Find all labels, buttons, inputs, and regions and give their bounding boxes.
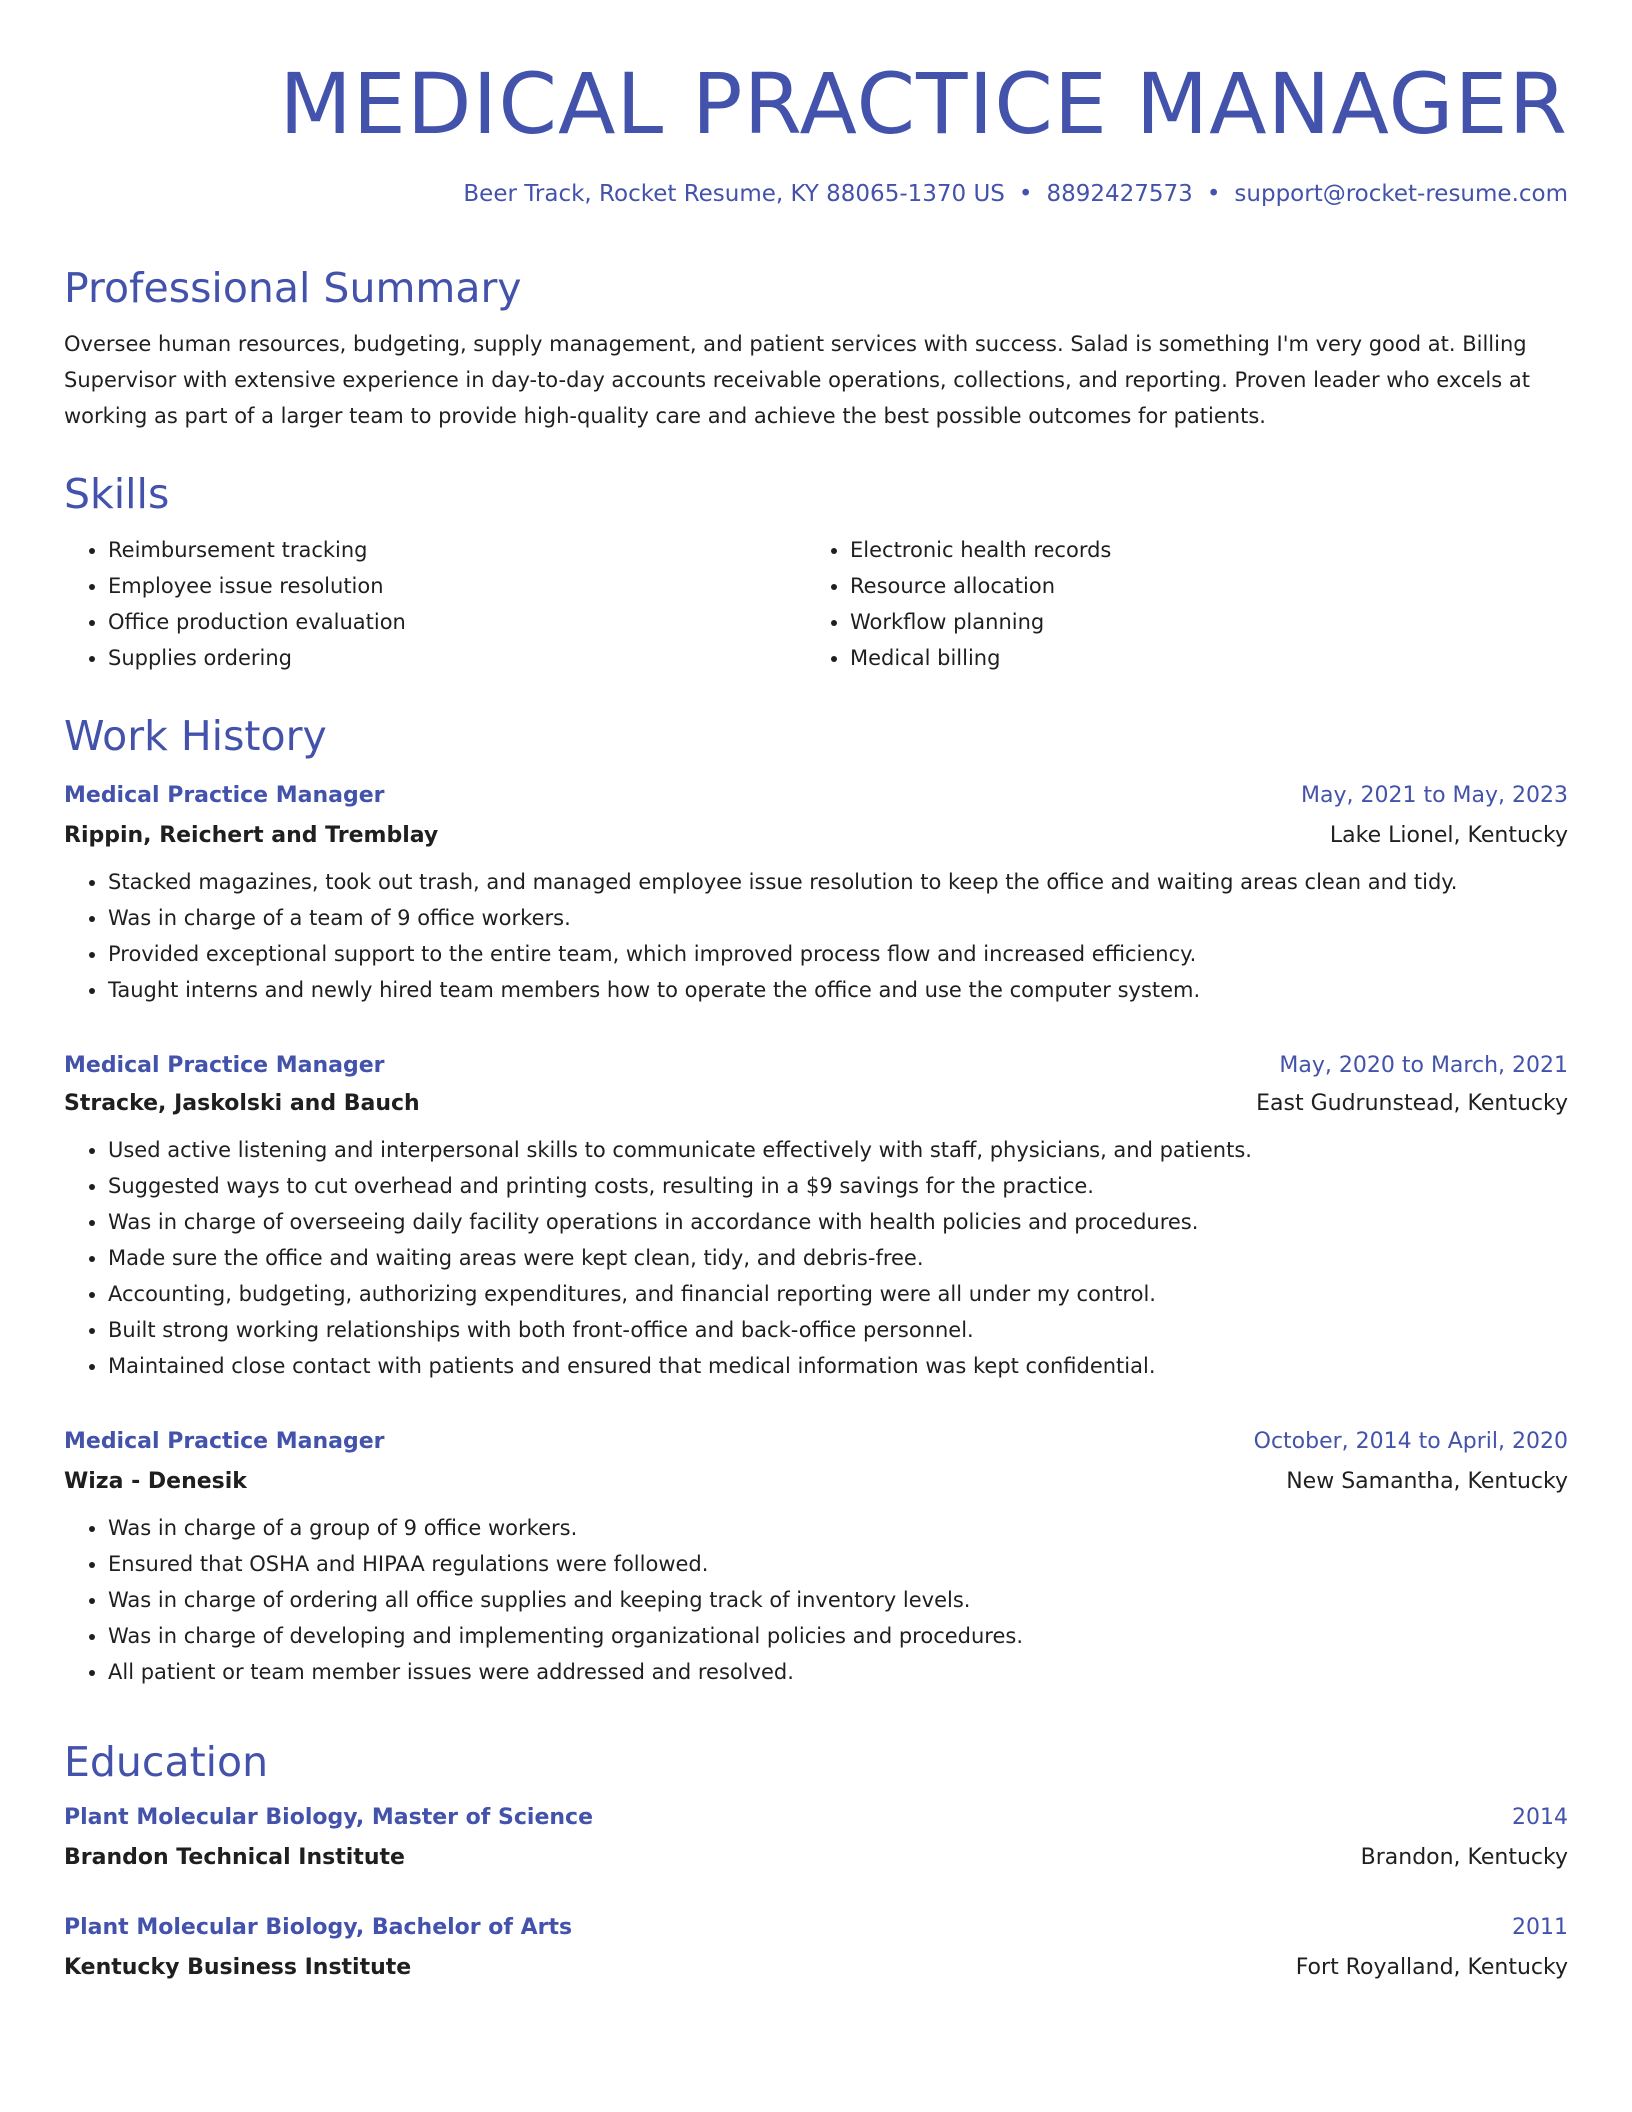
summary-section xyxy=(64,262,1568,434)
skills-section xyxy=(64,468,1568,676)
education-year: 2011 xyxy=(1512,1915,1568,1940)
job-bullet: • Provided exceptional support to the entire team, which improved process flow and increased efficiency. xyxy=(108,936,1568,972)
skills-left-list xyxy=(64,532,806,676)
skill-item: • Electronic health records xyxy=(850,532,1548,568)
work-title: Work History xyxy=(64,712,327,760)
job-bullet: • Was in charge of overseeing daily facility operations in accordance with health policies and procedures. xyxy=(108,1204,1568,1240)
education-degree: Plant Molecular Biology, Bachelor of Arts xyxy=(64,1915,573,1940)
contact-separator: • xyxy=(1206,181,1221,207)
job-bullet: • Was in charge of developing and implementing organizational policies and procedures. xyxy=(108,1618,1568,1654)
job-bullet: • Maintained close contact with patients and ensured that medical information was kept confidential. xyxy=(108,1348,1568,1384)
education-location: Brandon, Kentucky xyxy=(1360,1845,1568,1870)
job-role: Medical Practice Manager xyxy=(64,783,385,808)
skill-item: • Medical billing xyxy=(850,640,1548,676)
job-bullet: • Used active listening and interpersonal skills to communicate effectively with staff, physicians, and patients. xyxy=(108,1132,1568,1168)
job-entry xyxy=(64,1426,1568,1690)
job-bullet: • Was in charge of a group of 9 office workers. xyxy=(108,1510,1568,1546)
contact-address: Beer Track, Rocket Resume, KY 88065-1370 US xyxy=(463,181,1005,207)
job-entry xyxy=(64,1050,1568,1384)
job-bullets xyxy=(64,864,1568,1008)
job-location: Lake Lionel, Kentucky xyxy=(1329,823,1568,848)
skill-item: • Workflow planning xyxy=(850,604,1548,640)
skill-item: • Reimbursement tracking xyxy=(108,532,806,568)
skills-title: Skills xyxy=(64,470,170,518)
job-location: New Samantha, Kentucky xyxy=(1286,1469,1568,1494)
job-entry xyxy=(64,780,1568,1008)
job-bullet: • Ensured that OSHA and HIPAA regulations were followed. xyxy=(108,1546,1568,1582)
skill-item: • Supplies ordering xyxy=(108,640,806,676)
education-entry xyxy=(64,1912,1568,1984)
job-bullet: • Made sure the office and waiting areas were kept clean, tidy, and debris-free. xyxy=(108,1240,1568,1276)
contact-email: support@rocket-resume.com xyxy=(1234,181,1568,207)
contact-phone: 8892427573 xyxy=(1046,181,1193,207)
education-degree: Plant Molecular Biology, Master of Science xyxy=(64,1805,593,1830)
job-location: East Gudrunstead, Kentucky xyxy=(1256,1091,1568,1116)
job-bullet: • Stacked magazines, took out trash, and managed employee issue resolution to keep the office and waiting areas clean and tidy. xyxy=(108,864,1568,900)
job-company: Stracke, Jaskolski and Bauch xyxy=(64,1091,420,1116)
job-bullet: • Was in charge of a team of 9 office workers. xyxy=(108,900,1568,936)
job-dates: May, 2020 to March, 2021 xyxy=(1279,1053,1568,1078)
job-role: Medical Practice Manager xyxy=(64,1429,385,1454)
skills-columns xyxy=(64,532,1568,676)
work-section-title-block xyxy=(64,710,1568,762)
skill-item: • Resource allocation xyxy=(850,568,1548,604)
resume-page xyxy=(64,0,1568,210)
job-dates: October, 2014 to April, 2020 xyxy=(1253,1429,1568,1454)
job-bullet: • All patient or team member issues were addressed and resolved. xyxy=(108,1654,1568,1690)
job-bullet: • Accounting, budgeting, authorizing expenditures, and financial reporting were all under my control. xyxy=(108,1276,1568,1312)
contact-separator: • xyxy=(1018,181,1033,207)
resume-name: MEDICAL PRACTICE MANAGER xyxy=(279,55,1568,153)
summary-text: Oversee human resources, budgeting, supply management, and patient services with success. Salad is something I'm very good at. Billing Supervisor with extensive experience in day-to-day accounts receivable operations, collections, and reporting. Proven leader who excels at working as part of a larger team to provide high-quality care and achieve the best possible outcomes for patients. xyxy=(64,332,1530,428)
job-bullet: • Taught interns and newly hired team members how to operate the office and use the computer system. xyxy=(108,972,1568,1008)
job-bullets xyxy=(64,1510,1568,1690)
education-school: Kentucky Business Institute xyxy=(64,1955,412,1980)
skill-item: • Office production evaluation xyxy=(108,604,806,640)
job-company: Wiza - Denesik xyxy=(64,1469,247,1494)
education-location: Fort Royalland, Kentucky xyxy=(1295,1955,1568,1980)
education-entry xyxy=(64,1802,1568,1874)
job-bullet: • Was in charge of ordering all office supplies and keeping track of inventory levels. xyxy=(108,1582,1568,1618)
job-bullets xyxy=(64,1132,1568,1384)
education-title-block xyxy=(64,1736,1568,1788)
job-company: Rippin, Reichert and Tremblay xyxy=(64,823,439,848)
education-year: 2014 xyxy=(1512,1805,1568,1830)
contact-line xyxy=(64,178,1568,210)
job-bullet: • Suggested ways to cut overhead and printing costs, resulting in a $9 savings for the practice. xyxy=(108,1168,1568,1204)
education-school: Brandon Technical Institute xyxy=(64,1845,405,1870)
skills-right-list xyxy=(806,532,1548,676)
job-bullet: • Built strong working relationships with both front-office and back-office personnel. xyxy=(108,1312,1568,1348)
skill-item: • Employee issue resolution xyxy=(108,568,806,604)
summary-title: Professional Summary xyxy=(64,264,522,312)
education-title: Education xyxy=(64,1738,269,1786)
job-role: Medical Practice Manager xyxy=(64,1053,385,1078)
job-dates: May, 2021 to May, 2023 xyxy=(1301,783,1568,808)
